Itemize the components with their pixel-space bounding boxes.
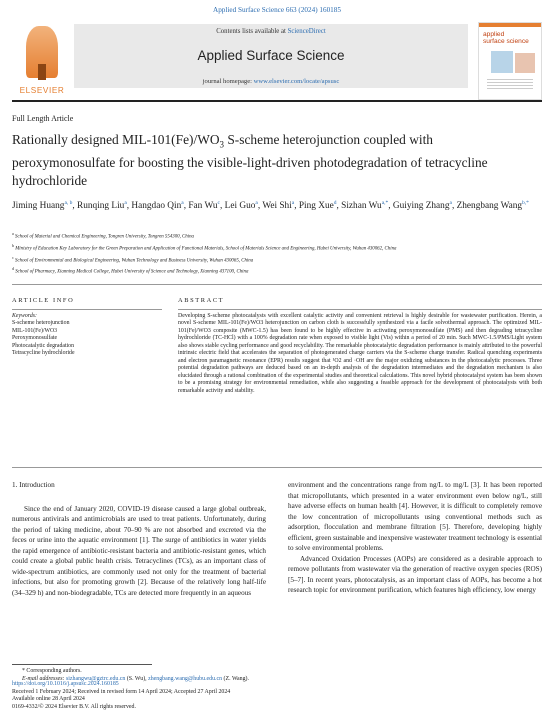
author-affiliation-marker[interactable]: a: [124, 200, 127, 206]
divider: [12, 100, 542, 102]
body-paragraph: environment and the concentrations range from ng/L to mg/L [3]. It has been reported that micropollutants, which presented in a water environment even below ng/L, still have adverse effects on human health [4]. However, it is difficult to completely remove the low concentration of micropollutants using conventional methods such as adsorption, flocculation and membrane filtration [5]. Therefore, developing highly efficient, green sustainable and inexpensive wastewater treatment technology is essential to solve environmental problems.: [288, 481, 542, 553]
author-name[interactable]: Ping Xue: [298, 201, 334, 212]
publisher-name: ELSEVIER: [19, 86, 65, 95]
received-dates: Received 1 February 2024; Received in revised form 14 April 2024; Accepted 27 April 2024: [12, 688, 231, 695]
keyword: MIL-101(Fe)/WO3: [12, 327, 58, 334]
author-affiliation-marker[interactable]: a: [449, 200, 452, 206]
author-affiliation-marker[interactable]: a,*: [381, 200, 389, 206]
homepage-line: journal homepage: www.elsevier.com/locate/apsusc: [202, 78, 340, 85]
running-head: [0, 6, 554, 14]
keyword: S-scheme heterojunction: [12, 320, 70, 327]
author-name[interactable]: Sizhan Wu: [341, 201, 382, 212]
email-link[interactable]: sizhangwu@gztrc.edu.cn: [65, 676, 126, 682]
author-name[interactable]: Runqing Liu: [77, 201, 125, 212]
article-type: Full Length Article: [12, 114, 74, 123]
author-list: Jiming Huang$^{a, b}$, Runqing Liu$^a$, Hangdao Qin$^a$, Fan Wu$^c$, Lei Guo$^a$, Wei Shi$^a$, Ping Xue$^d$, Sizhan $Wu^{a,*}$, Guiying Zhang$^a$, Zhengbang Wang$^{b,*}$: [12, 200, 529, 212]
body-column-left: [12, 480, 266, 598]
copyright: 0169-4332/© 2024 Elsevier B.V. All rights reserved.: [12, 703, 136, 710]
journal-title: Applied Surface Science: [197, 48, 345, 63]
keywords-heading: Keywords:: [12, 313, 37, 319]
author-affiliation-marker[interactable]: a: [255, 200, 258, 206]
author-name[interactable]: Zhengbang Wang: [456, 201, 523, 212]
author-name[interactable]: Fan Wu: [188, 201, 218, 212]
corresponding-note: * Corresponding authors. E-mail addresses: sizhangwu@gztrc.edu.cn (S. Wu), zhengbang.wang@hubu.edu.cn (Z. Wang).: [22, 668, 249, 682]
author-name[interactable]: Hangdao Qin: [131, 201, 182, 212]
author-affiliation-marker[interactable]: a: [181, 200, 184, 206]
abstract-heading: ABSTRACT: [178, 297, 225, 304]
email-link[interactable]: zhengbang.wang@hubu.edu.cn: [148, 676, 223, 682]
author-affiliation-marker[interactable]: b,*: [522, 200, 529, 206]
affiliation: $^a$ School of Material and Chemical Engineering, Tongren University, Tongren 554300, China: [12, 231, 195, 240]
sciencedirect-link[interactable]: ScienceDirect: [287, 28, 326, 35]
author-affiliation-marker[interactable]: a, b: [64, 200, 73, 206]
author-affiliation-marker[interactable]: d: [333, 200, 337, 206]
article-info-heading: ARTICLE INFO: [12, 297, 75, 304]
body-paragraph: Advanced Oxidation Processes (AOPs) are considered as a desirable approach to remove pollutants from wastewater via the generation of reactive oxygen species (ROS) [5–7]. In recent years, photocatalysis, as an important class of AOPs, has become a hot research topic for environment purification, which features high efficiency, low energy: [288, 554, 542, 595]
author-name[interactable]: Guiying Zhang: [392, 201, 450, 212]
divider: [12, 284, 542, 285]
running-head-link[interactable]: Applied Surface Science 663 (2024) 160185: [213, 6, 341, 14]
affiliation: $^b$ Ministry of Education Key Laboratory for the Green Preparation and Application of Functional Materials, School of Materials Science and Engineering, Hubei University, Wuhan 430062, China: [12, 242, 397, 252]
author-name[interactable]: Wei Shi: [262, 201, 292, 212]
affiliation: $^c$ School of Environmental and Biological Engineering, Wuhan Technology and Business University, Wuhan 430065, China: [12, 254, 254, 264]
available-online: Available online 28 April 2024: [12, 696, 85, 703]
body-paragraph: Since the end of January 2020, COVID-19 disease caused a large global outbreak, numerous antivirals and antimicrobials are used to treat patients. Unfortunately, during the period of taking medicine, about 70–90 % are not absorbed and excreted via the feces or urine into the aquatic environment [1]. The surge of antibiotics in water yields the rapid emergence of antibiotic-resistant bacteria and antibiotic-resistant genes, which could create a global public health crisis. Tetracyclines (TCs), as an important class of wide-spectrum antibiotics, are commonly used not only for the treatment of bacterial infections, but also for promoting growth [2]. Because of the relatively long half-life (34–329 h) and non-biodegradable, TCs are detected more frequently in an aqueous: [12, 504, 266, 597]
keywords-block: [12, 313, 162, 357]
author-name[interactable]: Lei Guo: [224, 201, 256, 212]
author-affiliation-marker[interactable]: c: [217, 200, 220, 206]
affiliation: $^d$ School of Pharmacy, Xianning Medical College, Hubei University of Science and Technology, Xianning 437100, China: [12, 266, 249, 276]
publication-info: [12, 681, 230, 711]
keyword: Tetracycline hydrochloride: [12, 350, 75, 357]
elsevier-logo[interactable]: [12, 24, 72, 96]
cover-image: [515, 53, 535, 73]
author-affiliation-marker[interactable]: a: [291, 200, 295, 206]
doi-link[interactable]: https://doi.org/10.1016/j.apsusc.2024.160185: [12, 681, 119, 687]
journal-cover[interactable]: [478, 22, 542, 100]
divider: [12, 467, 542, 468]
affiliations: [12, 230, 542, 277]
keyword: Photocatalytic degradation: [12, 342, 74, 349]
author-name[interactable]: Jiming Huang: [12, 201, 65, 212]
section-heading: 1. Introduction: [12, 481, 55, 489]
body-column-right: [288, 480, 542, 596]
abstract-text: Developing S-scheme photocatalysts with excellent catalytic activity and convenient retrieval is highly desirable for wastewater purification. Herein, a novel S-scheme MIL-101(Fe)/WO3 heterojunction on carbon cloth is successfully synthesized via a facile solvothermal approach. The optimized MIL-101(Fe)/WO3 composite (MWC-1.5) has been found to be highly effective in activating peroxymonosulfate (PMS) and then degrading tetracycline hydrochloride (TC-HCl) with a 100% degradation rate when exposed to visible light (Vis) within a period of 20 min. Such MWC-1.5/PMS/Light system also shows stable cycling performance and good recyclability. The remarkable photocatalytic degradation performance is mainly attributed to the powerful intrinsic electric field that accelerates the separation of photogenerated charge carriers via the S-scheme charge transfer. Radical quenching experiments and electron paramagnetic resonance (EPR) results suggest that ¹O2 and ·OH are the major oxidizing substances in the photocatalytic processes. Three potential degradation pathways are deduced based on an in-depth analysis of the degradation intermediates and the degradation mechanism is also elucidated through a rational combination of the experimental studies and theoretical calculations. This novel hybrid photocatalyst system has been shown to be a promising strategy for environmental remediation, while also suggesting a feasible approach for the development of photocatalysts with both remarkable activity and stability.: [178, 313, 542, 394]
footnote-rule: [12, 664, 152, 665]
article-title: Rationally designed MIL-$101(Fe)/WO_3$ S-scheme heterojunction coupled with peroxymonosulfate for boosting the visible-light-driven photodegradation of tetracycline hydrochloride: [12, 132, 488, 188]
cover-title: applied surface science: [483, 31, 529, 45]
journal-banner: [74, 24, 468, 88]
keyword: Peroxymonosulfate: [12, 335, 58, 342]
contents-line: Contents lists available at ScienceDirect: [216, 28, 326, 35]
homepage-link[interactable]: www.elsevier.com/locate/apsusc: [253, 78, 340, 85]
cover-image: [491, 51, 513, 73]
